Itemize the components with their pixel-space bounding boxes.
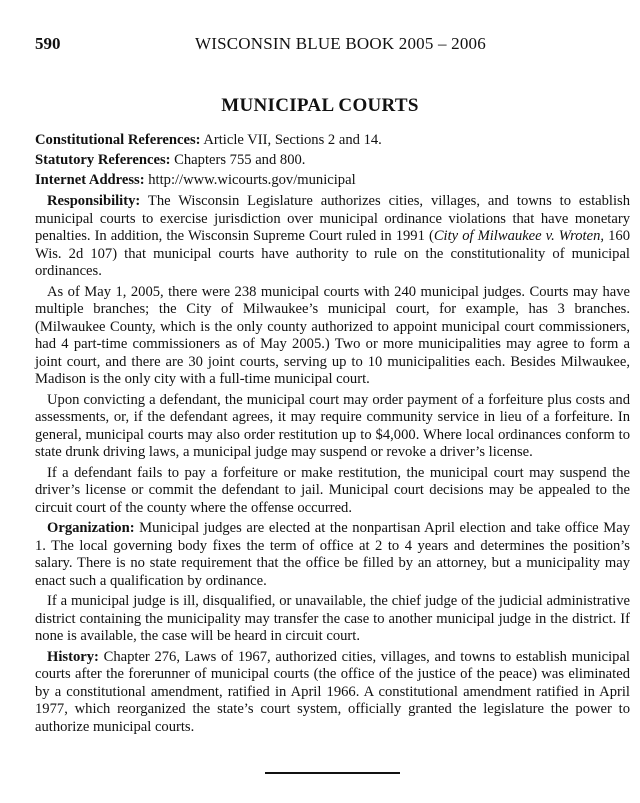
paragraph-history xyxy=(35,649,630,737)
references-block xyxy=(35,130,620,190)
constitutional-references xyxy=(35,130,620,150)
responsibility-label: Responsibility: xyxy=(47,193,141,209)
section-end-rule xyxy=(265,772,400,774)
statutory-value: Chapters 755 and 800. xyxy=(170,152,306,168)
case-citation: City of Milwaukee v. Wroten, xyxy=(433,228,605,244)
page-number: 590 xyxy=(35,34,61,53)
organization-label: Organization: xyxy=(47,520,135,536)
history-text: Chapter 276, Laws of 1967, authorized cities, villages, and towns to establish municipal courts after the forerunner of municipal courts (the office of the justice of the peace) was eliminated by a constitutional amendment, ratified in April 1966. A constitutional amendment ratified in April 1977, which reorganized the state’s court system, officially granted the legislature the power to authorize municipal courts. xyxy=(35,648,630,735)
paragraph-failure-to-pay: If a defendant fails to pay a forfeiture or make restitution, the municipal court may suspend the driver’s license or commit the defendant to jail. Municipal court decisions may be appealed to the circuit court of the county where the offense occurred. xyxy=(35,464,630,516)
internet-url: http://www.wicourts.gov/municipal xyxy=(144,172,356,188)
running-title: WISCONSIN BLUE BOOK 2005 – 2006 xyxy=(195,34,486,53)
paragraph-judge-unavailable: If a municipal judge is ill, disqualified, or unavailable, the chief judge of the judicial administrative district containing the municipality may transfer the case to another municipal judge in the district. If none is available, the case will be heard in circuit court. xyxy=(35,593,630,644)
responsibility-text-a: The Wisconsin Legislature authorizes cities, villages, and towns to establish municipal courts to exercise jurisdiction over municipal ordinance violations that have monetary penalties. In addition, the Wisconsin Supreme Court ruled in 1991 ( xyxy=(35,193,630,244)
internet-label: Internet Address: xyxy=(35,172,145,188)
history-label: History: xyxy=(47,648,99,665)
statutory-label: Statutory References: xyxy=(35,152,171,168)
internet-address xyxy=(35,170,620,190)
paragraph-court-counts: As of May 1, 2005, there were 238 municipal courts with 240 municipal judges. Courts may have multiple branches; the City of Milwaukee’s municipal court, for example, has 3 branches. (Milwaukee County, which is the only county authorized to appoint municipal court commissioners, had 4 part-time commissioners as of May 2005.) Two or more municipalities may agree to form a joint court, and there are 30 joint courts, serving up to 10 municipalities each. Besides Milwaukee, Madison is the only city with a full-time municipal court. xyxy=(35,283,630,387)
statutory-references xyxy=(35,150,620,170)
constitutional-label: Constitutional References: xyxy=(35,132,201,148)
constitutional-value: Article VII, Sections 2 and 14. xyxy=(200,132,382,148)
paragraph-responsibility xyxy=(35,193,630,281)
body-text xyxy=(35,193,630,739)
paragraph-organization xyxy=(35,520,630,590)
paragraph-penalties: Upon convicting a defendant, the municipal court may order payment of a forfeiture plus costs and assessments, or, if the defendant agrees, it may require community service in lieu of a forfeiture. In general, municipal courts may also order restitution up to $4,000. Where local ordinances conform to state drunk driving laws, a municipal judge may suspend or revoke a driver’s license. xyxy=(35,391,630,460)
responsibility-text-b: 160 Wis. 2d 107) that municipal courts have authority to rule on the constitutionality of municipal ordinances. xyxy=(35,228,630,279)
page-header xyxy=(35,34,620,56)
organization-text: Municipal judges are elected at the nonpartisan April election and take office May 1. The local governing body fixes the term of office at 2 to 4 years and determines the position’s salary. There is no state requirement that the office be filled by an attorney, but a municipality may enact such a qualification by ordinance. xyxy=(35,520,630,589)
section-title: MUNICIPAL COURTS xyxy=(221,95,419,116)
